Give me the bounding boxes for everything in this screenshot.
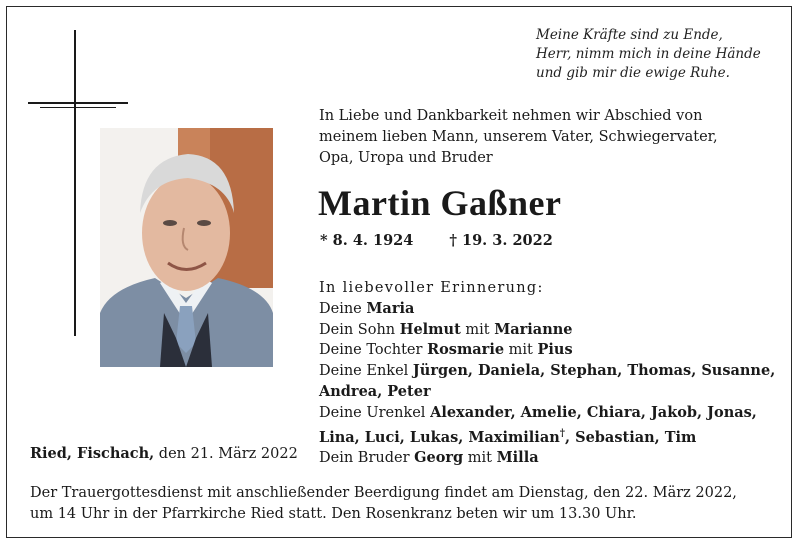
deceased-name: Martin Gaßner	[318, 183, 562, 223]
portrait-photo	[100, 128, 273, 367]
mourner-line-great-grandchildren	[319, 403, 789, 424]
mourner-connector: mit	[460, 321, 495, 338]
mourner-name: Helmut	[399, 320, 461, 338]
dagger-icon: †	[559, 427, 565, 439]
mourner-names: Andrea, Peter	[319, 382, 431, 400]
funeral-info	[30, 483, 780, 524]
mourner-prefix: Dein Sohn	[319, 321, 400, 338]
mourner-prefix: Deine Enkel	[319, 363, 413, 380]
mourner-name: Georg	[414, 449, 464, 467]
cross-horizontal-bar	[28, 102, 128, 104]
mourner-names: , Sebastian, Tim	[565, 428, 697, 446]
motto-line: Herr, nimm mich in deine Hände	[536, 46, 761, 62]
mourner-name: Pius	[537, 341, 573, 359]
place-date: den 21. März 2022	[154, 446, 298, 462]
motto-verse	[536, 26, 776, 83]
place-location: Ried, Fischach,	[30, 445, 155, 462]
mourners-list	[319, 278, 789, 469]
intro-line: In Liebe und Dankbarkeit nehmen wir Abschied von	[319, 108, 703, 124]
mourner-name: Maria	[366, 299, 415, 317]
funeral-info-line: um 14 Uhr in der Pfarrkirche Ried statt. Den Rosenkranz beten wir um 13.30 Uhr.	[30, 505, 637, 522]
mourner-connector: mit	[463, 450, 497, 467]
motto-line: Meine Kräfte sind zu Ende,	[536, 27, 723, 43]
life-dates	[320, 232, 553, 249]
cross-vertical-bar	[74, 30, 76, 336]
funeral-info-line: Der Trauergottesdienst mit anschließender Beerdigung findet am Dienstag, den 22. März 2022,	[30, 485, 737, 501]
portrait-illustration	[100, 128, 273, 367]
mourner-name: Marianne	[494, 320, 573, 338]
mourner-line-son	[319, 320, 789, 341]
mourner-names: Jürgen, Daniela, Stephan, Thomas, Susanne,	[412, 362, 776, 380]
intro-line: meinem lieben Mann, unserem Vater, Schwiegervater,	[319, 129, 718, 145]
intro-text	[319, 106, 779, 169]
mourner-name: Milla	[496, 449, 539, 467]
mourner-names: Alexander, Amelie, Chiara, Jakob, Jonas,	[430, 403, 757, 421]
intro-line: Opa, Uropa und Bruder	[319, 150, 493, 166]
mourner-connector: mit	[504, 342, 538, 359]
mourner-prefix: Dein Bruder	[319, 450, 415, 467]
death-date: † 19. 3. 2022	[449, 232, 553, 249]
mourner-line-great-grandchildren-cont	[319, 424, 789, 449]
mourner-prefix: Deine Tochter	[319, 342, 428, 359]
memory-heading: In liebevoller Erinnerung:	[319, 280, 544, 296]
mourner-line-brother	[319, 448, 789, 469]
mourner-line-daughter	[319, 340, 789, 361]
mourner-names: Lina, Luci, Lukas, Maximilian	[319, 428, 560, 446]
mourner-line-wife	[319, 299, 789, 320]
mourner-name: Rosmarie	[427, 341, 505, 359]
mourner-line-grandchildren	[319, 361, 789, 382]
mourner-line-grandchildren-cont	[319, 382, 789, 403]
mourner-prefix: Deine	[319, 300, 367, 317]
motto-line: und gib mir die ewige Ruhe.	[536, 65, 730, 81]
mourner-prefix: Deine Urenkel	[319, 404, 431, 421]
cross-horizontal-thin-bar	[40, 107, 116, 108]
place-and-date	[30, 445, 298, 462]
birth-date: * 8. 4. 1924	[320, 232, 414, 249]
